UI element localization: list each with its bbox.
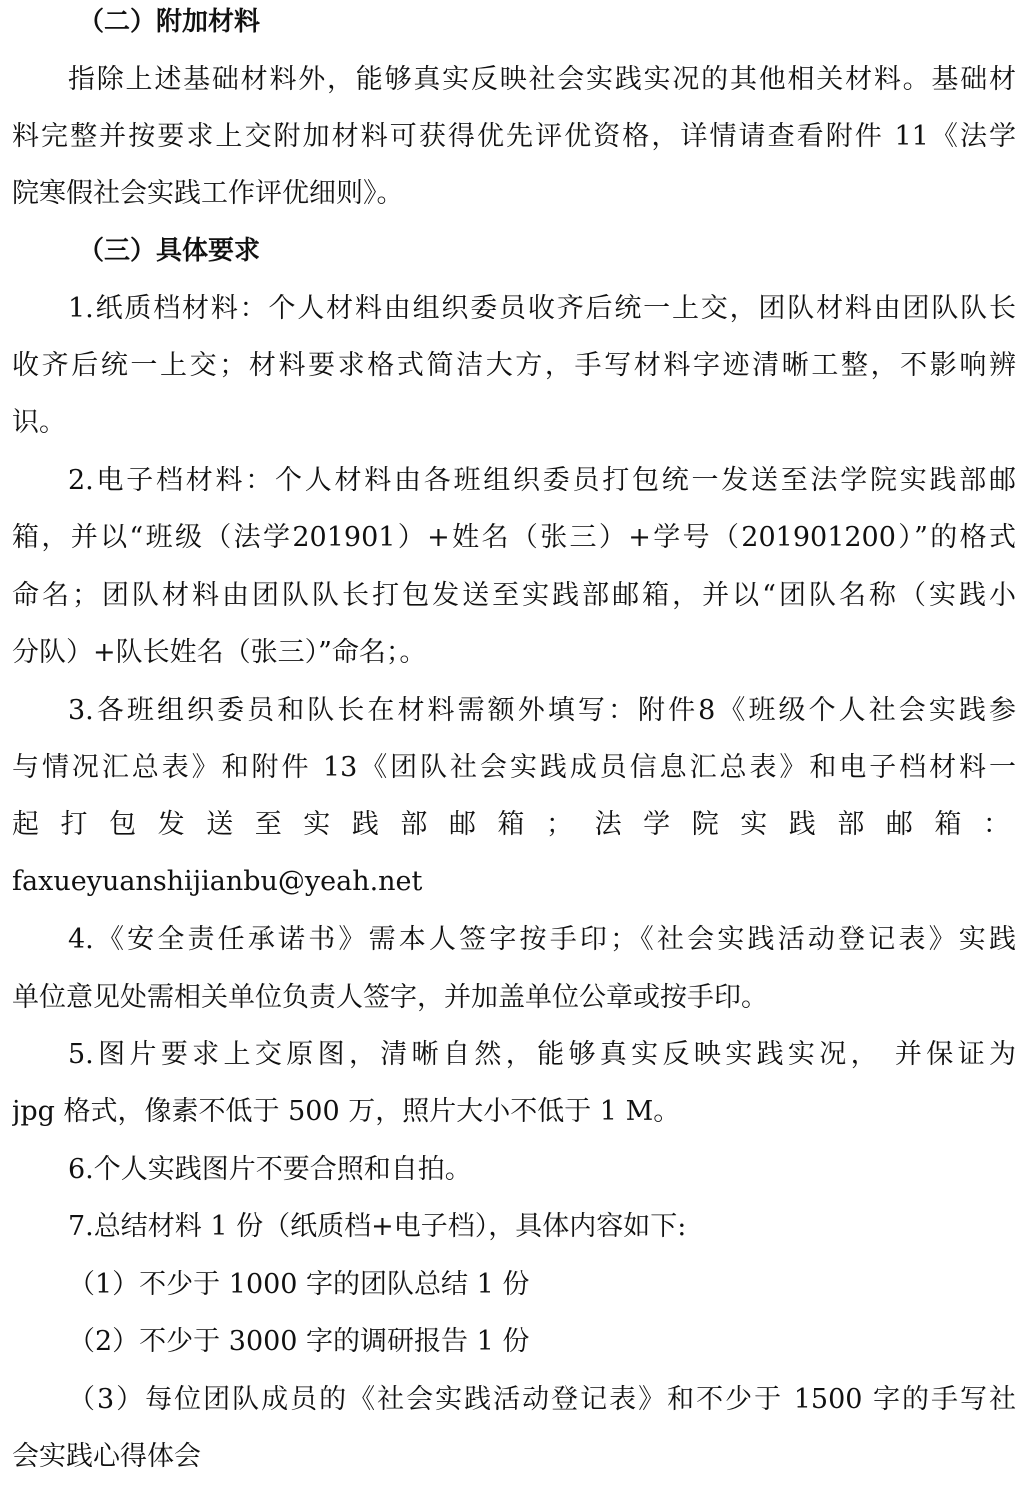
section-heading-specific-requirements: （三）具体要求 [78, 236, 261, 266]
practice-email-address: faxueyuanshijianbu@yeah.net [12, 866, 423, 897]
paragraph-line: 料完整并按要求上交附加材料可获得优先评优资格，详情请查看附件 11《法学 [12, 121, 1016, 152]
item3-line: 起打包发送至实践部邮箱；法学院实践部邮箱： [12, 809, 1016, 840]
item7-subitem: （3）每位团队成员的《社会实践活动登记表》和不少于 1500 字的手写社 [68, 1384, 1016, 1415]
paragraph-line: 院寒假社会实践工作评优细则》。 [12, 178, 404, 209]
item2-line: 分队）+队长姓名（张三）”命名；。 [12, 637, 427, 668]
paragraph-line: 指除上述基础材料外，能够真实反映社会实践实况的其他相关材料。基础材 [68, 64, 1016, 95]
item3-line: 与情况汇总表》和附件 13《团队社会实践成员信息汇总表》和电子档材料一 [12, 752, 1016, 783]
item4-line: 4.《安全责任承诺书》需本人签字按手印；《社会实践活动登记表》实践 [68, 924, 1016, 955]
item7-subitem-continued: 会实践心得体会 [12, 1441, 201, 1472]
item1-line: 收齐后统一上交；材料要求格式简洁大方，手写材料字迹清晰工整，不影响辨 [12, 350, 1016, 381]
item7-subitem: （1）不少于 1000 字的团队总结 1 份 [68, 1269, 530, 1300]
item2-line: 2.电子档材料：个人材料由各班组织委员打包统一发送至法学院实践部邮 [68, 465, 1016, 496]
item3-line: 3.各班组织委员和队长在材料需额外填写：附件8《班级个人社会实践参 [68, 695, 1016, 726]
item7-line: 7.总结材料 1 份（纸质档+电子档），具体内容如下: [68, 1211, 687, 1242]
item1-line: 识。 [12, 407, 66, 438]
item7-subitem: （2）不少于 3000 字的调研报告 1 份 [68, 1326, 530, 1357]
item2-line: 箱，并以“班级（法学201901）+姓名（张三）+学号（201901200）”的格式 [12, 522, 1016, 553]
item5-line: 5.图片要求上交原图，清晰自然，能够真实反映实践实况， 并保证为 [68, 1039, 1016, 1070]
item1-line: 1.纸质档材料：个人材料由组织委员收齐后统一上交，团队材料由团队队长 [68, 293, 1016, 324]
item6-line: 6.个人实践图片不要合照和自拍。 [68, 1154, 472, 1185]
item5-line: jpg 格式，像素不低于 500 万，照片大小不低于 1 M。 [12, 1096, 681, 1127]
item2-line: 命名；团队材料由团队队长打包发送至实践部邮箱，并以“团队名称（实践小 [12, 580, 1016, 611]
item4-line: 单位意见处需相关单位负责人签字，并加盖单位公章或按手印。 [12, 982, 768, 1013]
section-heading-additional-materials: （二）附加材料 [78, 7, 261, 37]
